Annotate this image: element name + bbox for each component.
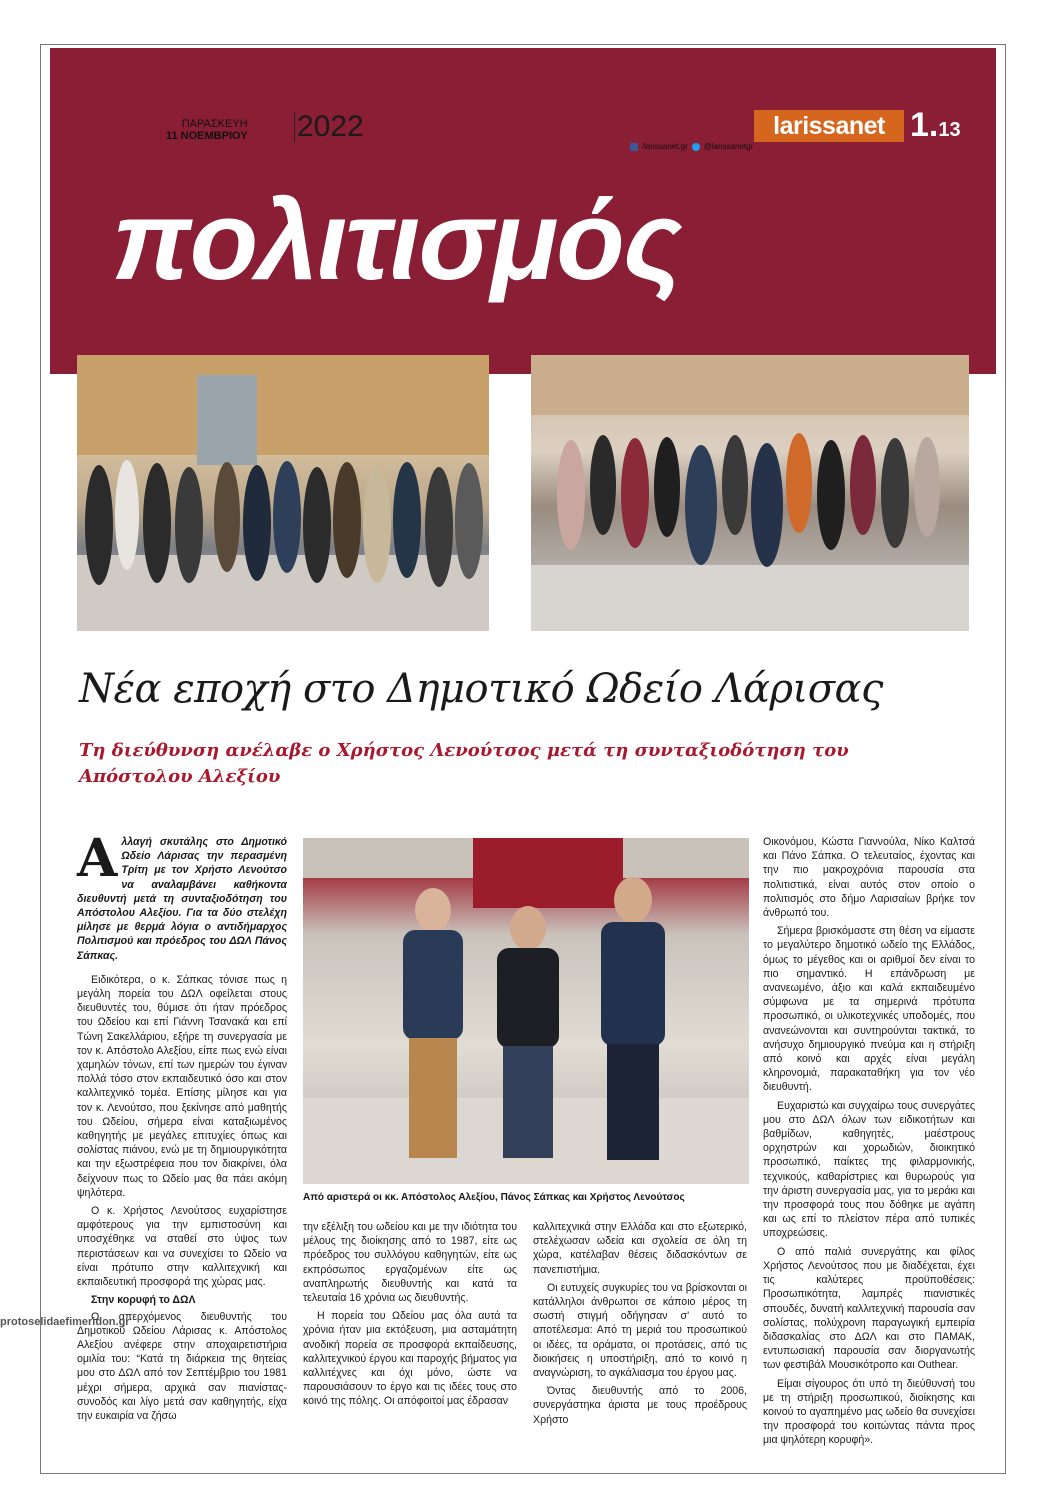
watermark: protoselidaefimeridon.gr xyxy=(0,1316,130,1328)
photo-caption: Από αριστερά οι κκ. Απόστολος Αλεξίου, Πάνος Σάπκας και Χρήστος Λενούτσος xyxy=(303,1192,685,1203)
issue-day: ΠΑΡΑΣΚΕΥΗ xyxy=(181,118,248,130)
article-column-4 xyxy=(763,835,975,1445)
twitter-icon xyxy=(692,143,700,151)
page-number xyxy=(910,106,961,149)
paragraph: Ειδικότερα, ο κ. Σάπκας τόνισε πως η μεγάλη πορεία του ΔΩΛ οφείλεται στους διευθυντές του, θύμισε ότι ήταν πρόεδρος του Ωδείου και επί Γιάννη Τσανακά και επί Τώνη Σακελλάριου, εξήρε τη συνεργασία με τον κ. Απόστολο Αλεξίου, είπε πως ενώ είναι χαμηλών τόνων, επί των ημερών του έγιναν πολλά τόσο στον εκπαιδευτικό όσο και στον καλλιτεχνικό τομέα. Επίσης μίλησε και για τον κ. Λενούτσο, που ξεκίνησε από μαθητής του Ωδείου, σήμερα είναι καταξιωμένος καθηγητής με μεγάλες επιτυχίες όπως και σολίστας πιάνου, ενώ με τη δημιουργικότητα και την εξωστρέφεια που τον διακρίνει, όλα δείχνουν πως το Ωδείο μας θα πάει ακόμη ψηλότερα. xyxy=(77,973,287,1199)
newspaper-page xyxy=(40,44,1006,1474)
section-title: πολιτισμός xyxy=(112,178,681,303)
facebook-icon xyxy=(630,143,638,151)
brand-logo: larissanet xyxy=(754,110,904,142)
article-lead: λλαγή σκυτάλης στο Δημοτικό Ωδείο Λάρισας την περασμένη Τρίτη με τον Χρήστο Λενούτσο να αναλαμβάνει καθήκοντα διευθυντή μετά τη συνταξιοδότηση του Απόστολου Αλεξίου. Για τα δύο στελέχη μίλησε με θερμά λόγια ο αντιδήμαρχος Πολιτισμού και πρόεδρος του ΔΩΛ Πάνος Σάπκας. xyxy=(77,836,287,962)
drop-cap: Α xyxy=(77,828,118,889)
article-subhead: Τη διεύθυνση ανέλαβε ο Χρήστος Λενούτσος μετά τη συνταξιοδότηση του Απόστολου Αλεξίου xyxy=(79,740,849,787)
article-headline: Νέα εποχή στο Δημοτικό Ωδείο Λάρισας xyxy=(79,666,883,712)
paragraph: Όντας διευθυντής από το 2006, συνεργάστηκα άριστα με τους προέδρους Χρήστο xyxy=(533,1385,747,1426)
article-column-1 xyxy=(77,828,287,1445)
paragraph: Ο κ. Χρήστος Λενούτσος ευχαρίστησε αμφότερους για την εμπιστοσύνη και υποσχέθηκε να σταθεί στο ύψος των περιστάσεων και να συνεχίσει το Ωδείο να είναι πρότυπο στην καλλιτεχνική και εκπαιδευτική προσφορά της χώρας μας. xyxy=(77,1205,287,1289)
page-number-minor: 13 xyxy=(938,119,961,141)
page-number-major: 1. xyxy=(910,106,939,144)
group-photo-stairs-art xyxy=(531,355,969,631)
facebook-handle: /larissanet.gr xyxy=(642,142,688,151)
issue-day-month: 11 ΝΟΕΜΒΡΙΟΥ xyxy=(166,130,248,142)
three-men-photo xyxy=(303,838,749,1184)
paragraph: Είμαι σίγουρος ότι υπό τη διεύθυνσή του με τη στήριξη προσωπικού, διοίκησης και κοινού το αγαπημένο μας ωδείο θα συνεχίσει την προσφορά του κοιτώντας πάντα προς μια ψηλότερη κορυφή». xyxy=(763,1377,975,1447)
paragraph: καλλιτεχνικά στην Ελλάδα και στο εξωτερικό, στελέχωσαν ωδεία και σχολεία σε όλη τη χώρα, κατέλαβαν θέσεις διδασκόντων σε πανεπιστήμια. xyxy=(533,1221,747,1276)
masthead xyxy=(50,48,996,374)
article-column-2 xyxy=(303,1220,517,1450)
group-photo-lobby xyxy=(77,355,489,631)
twitter-handle: @larissanetgr xyxy=(703,142,754,151)
social-links xyxy=(630,142,753,151)
paragraph: Οικονόμου, Κώστα Γιαννούλα, Νίκο Καλτσά και Πάνο Σάπκα. Ο τελευταίος, έχοντας και την πιο μακροχρόνια παρουσία στα πολιτιστικά, είναι αυτός στον οποίο ο πολιτισμός στο δήμο Λαρισαίων βρήκε τον άνθρωπό του. xyxy=(763,836,975,920)
section-subheading: Στην κορυφή το ΔΩΛ xyxy=(91,1294,196,1307)
paragraph: Η πορεία του Ωδείου μας όλα αυτά τα χρόνια ήταν μια εκτόξευση, μια ασταμάτητη ανοδική πορεία σε προσφορά εκπαίδευσης, καλλιτεχνικού έργου και παροχής βήματος για καλλιτέχνες και όχι μόνο, ώστε να παρουσιάσουν το έργο και τις ιδέες τους στο κοινό της πόλης. Οι απόφοιτοί μας έδρασαν xyxy=(303,1310,517,1408)
group-photo-stairs xyxy=(531,355,969,631)
paragraph: Σήμερα βρισκόμαστε στη θέση να είμαστε το μεγαλύτερο δημοτικό ωδείο της Ελλάδος, όμως το μέγεθος και οι αριθμοί δεν είναι το πιο σημαντικό. Η επάνδρωση με ανανεωμένο, άξιο και καλά εκπαιδευμένο σύμφωνα με τα σημερινά πρότυπα προσωπικό, οι υλικοτεχνικές υποδομές, που ανανεώνονται και συντηρούνται τακτικά, το ανήσυχο δημιουργικό πνεύμα και η στήριξη από κοινό και αρχές είναι μεγάλη κληρονομιά, παρακαταθήκη για τον νέο διευθυντή. xyxy=(763,925,975,1094)
issue-date xyxy=(166,118,248,142)
issue-year: 2022 xyxy=(294,112,364,142)
paragraph: Ο από παλιά συνεργάτης και φίλος Χρήστος Λενούτσος που με διαδέχεται, έχει τις καλύτερες προϋποθέσεις: Προσωπικότητα, λαμπρές πιανιστικές σπουδές, δυνατή καλλιτεχνική παρουσία σαν σολίστας, πολύχρονη παραγωγική εμπειρία διδασκαλίας στο ΔΩΛ και στο ΠΑΜΑΚ, εντυπωσιακή παρουσία σαν διοργανωτής των φεστιβάλ Μουσικότροπο και Outhear. xyxy=(763,1245,975,1372)
group-photo-lobby-art xyxy=(77,355,489,631)
paragraph: Ευχαριστώ και συγχαίρω τους συνεργάτες μου στο ΔΩΛ όλων των ειδικοτήτων και βαθμίδων, καθηγητές, μαέστρους ορχηστρών και χορωδιών, διοικητικό προσωπικό, παίκτες της φιλαρμονικής, τεχνικούς, καθαρίστριες και θυρωρούς για την άριστη συνεργασία μας, για το μεράκι και την προσφορά τους που δόθηκε με αγάπη και ως επί το πλείστον πέρα από τυπικές υποχρεώσεις. xyxy=(763,1099,975,1240)
three-men-photo-art xyxy=(303,838,749,1184)
paragraph: την εξέλιξη του ωδείου και με την ιδιότητα του μέλους της διοίκησης από το 1987, είτε ως πρόεδρος του συλλόγου καθηγητών, είτε ως εκπρόσωπος εργαζομένων είτε ως αναπληρωτής διευθυντής και κατά τα τελευταία 16 χρόνια ως διευθυντής. xyxy=(303,1221,517,1305)
paragraph: Οι ευτυχείς συγκυρίες του να βρίσκονται οι κατάλληλοι άνθρωποι σε κάποιο μέρος τη σωστή στιγμή οδήγησαν σ' αυτό το αποτέλεσμα: Από τη μεριά του προσωπικού οι ιδέες, τα οράματα, οι προτάσεις, από τις διοικήσεις η υποστήριξη, από το κοινό η αναγνώριση, το αγκάλιασμα του έργου μας. xyxy=(533,1281,747,1380)
article-column-3 xyxy=(533,1220,747,1450)
paragraph: Ο απερχόμενος διευθυντής του Δημοτικού Ωδείου Λάρισας κ. Απόστολος Αλεξίου ανέφερε στην αποχαιρετιστήρια ομιλία του: “Κατά τη διάρκεια της θητείας μου στο ΔΩΛ από τον Σεπτέμβριο του 1981 μέχρι σήμερα, αρχικά σαν πιανίστας-συνοδός και λίγο μετά σαν καθηγητής, είχα την ευκαιρία να ζήσω xyxy=(77,1310,287,1422)
